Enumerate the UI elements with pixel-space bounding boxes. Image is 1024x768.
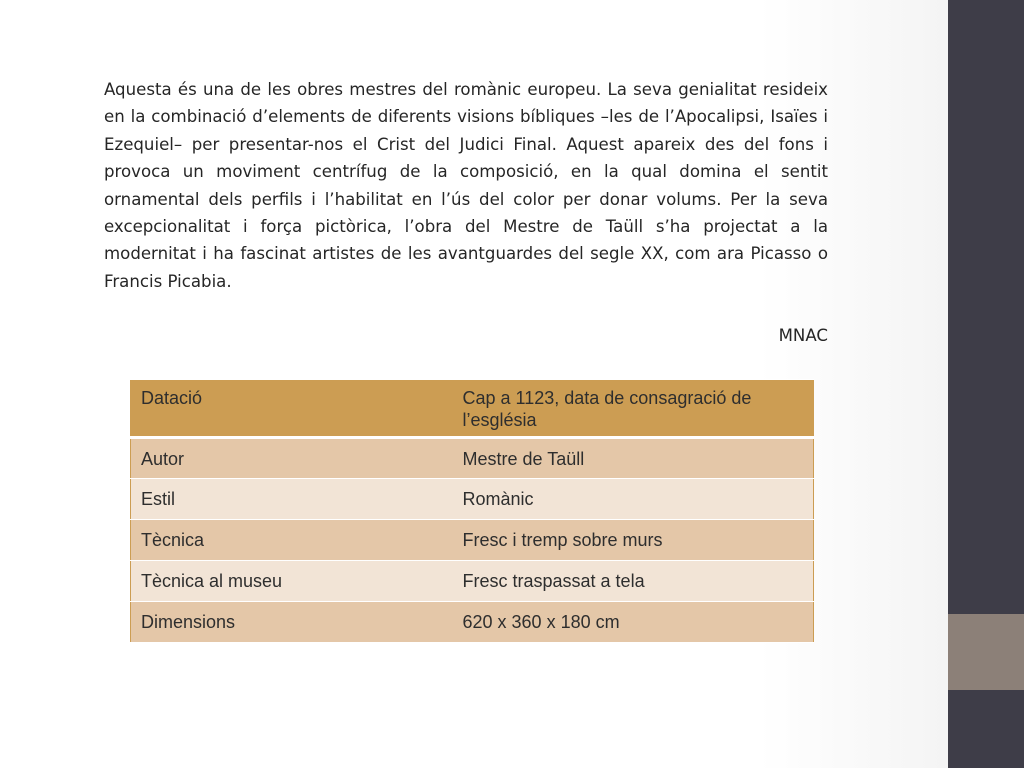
table-cell-value: 620 x 360 x 180 cm: [453, 602, 814, 643]
table-cell-value: Cap a 1123, data de consagració de l’església: [453, 380, 814, 438]
table-cell-label: Dimensions: [131, 602, 453, 643]
table-cell-value: Fresc traspassat a tela: [453, 561, 814, 602]
description-paragraph: Aquesta és una de les obres mestres del romànic europeu. La seva genialitat resideix en la combinació d’elements de diferents visions bíbliques –les de l’Apocalipsi, Isaïes i Ezequiel– per presentar-nos el Crist del Judici Final. Aquest apareix des del fons i provoca un moviment centrífug de la composició, en la qual domina el sentit ornamental dels perfils i l’habilitat en l’ús del color per donar volums. Per la seva excepcionalitat i força pictòrica, l’obra del Mestre de Taüll s’ha projectat a la modernitat i ha fascinat artistes de les avantguardes del segle XX, com ara Picasso o Francis Picabia.: [104, 80, 828, 291]
table-row: [131, 602, 814, 643]
source-credit: MNAC: [778, 326, 828, 345]
table-cell-label: Tècnica al museu: [131, 561, 453, 602]
table-row: [131, 438, 814, 479]
table-cell-label: Tècnica: [131, 520, 453, 561]
table-row: [131, 479, 814, 520]
table-cell-value: Mestre de Taüll: [453, 438, 814, 479]
table-cell-label: Estil: [131, 479, 453, 520]
table-row: [131, 520, 814, 561]
table-header-row: [131, 380, 814, 438]
table-cell-value: Fresc i tremp sobre murs: [453, 520, 814, 561]
table-row: [131, 561, 814, 602]
table-cell-value: Romànic: [453, 479, 814, 520]
artwork-info-table: [130, 379, 814, 643]
table-cell-label: Datació: [131, 380, 453, 438]
decorative-side-accent: [948, 614, 1024, 690]
table-cell-label: Autor: [131, 438, 453, 479]
